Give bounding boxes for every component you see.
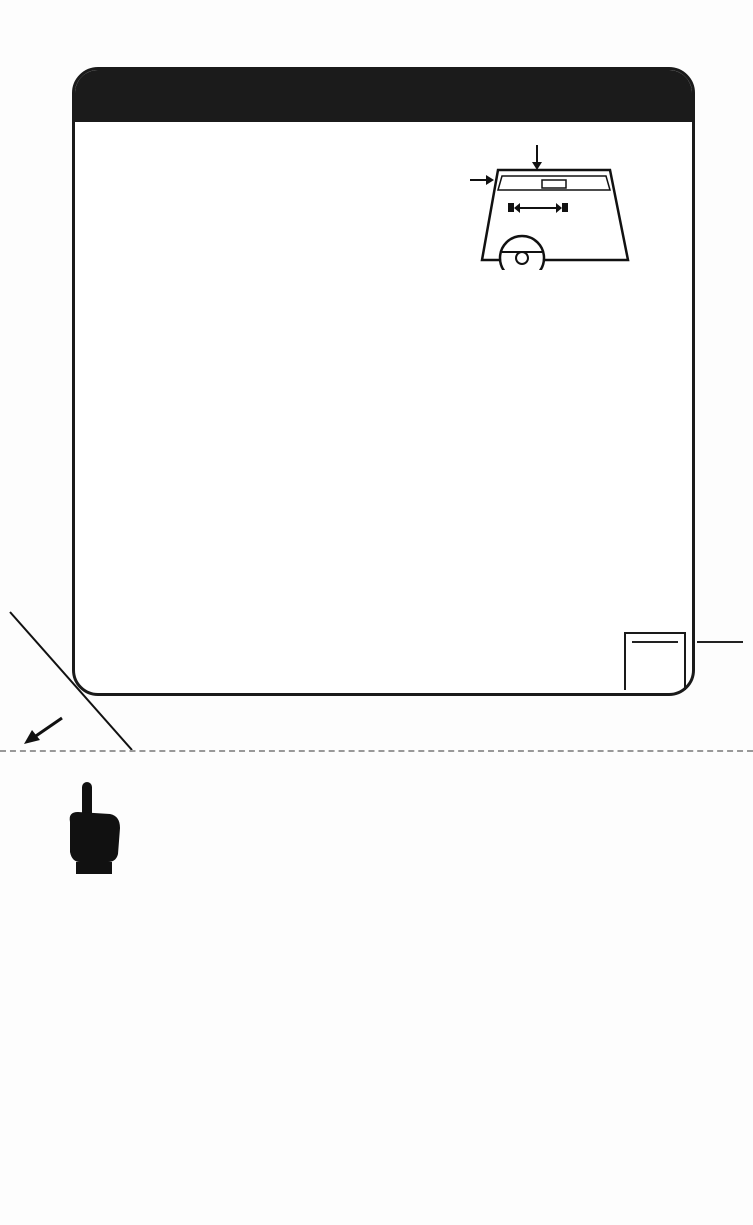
dez-box-right bbox=[689, 638, 751, 690]
vignette-card bbox=[72, 67, 695, 696]
pointing-hand-icon bbox=[62, 778, 126, 876]
dez-box-left bbox=[624, 632, 686, 690]
revenue-banner bbox=[75, 70, 692, 122]
peel-corner-diagonal bbox=[0, 600, 140, 760]
barcode bbox=[158, 1075, 588, 1215]
arrow-down-left-icon bbox=[24, 730, 40, 744]
windshield-diagram-icon bbox=[470, 140, 645, 270]
tear-line[interactable] bbox=[0, 750, 753, 752]
